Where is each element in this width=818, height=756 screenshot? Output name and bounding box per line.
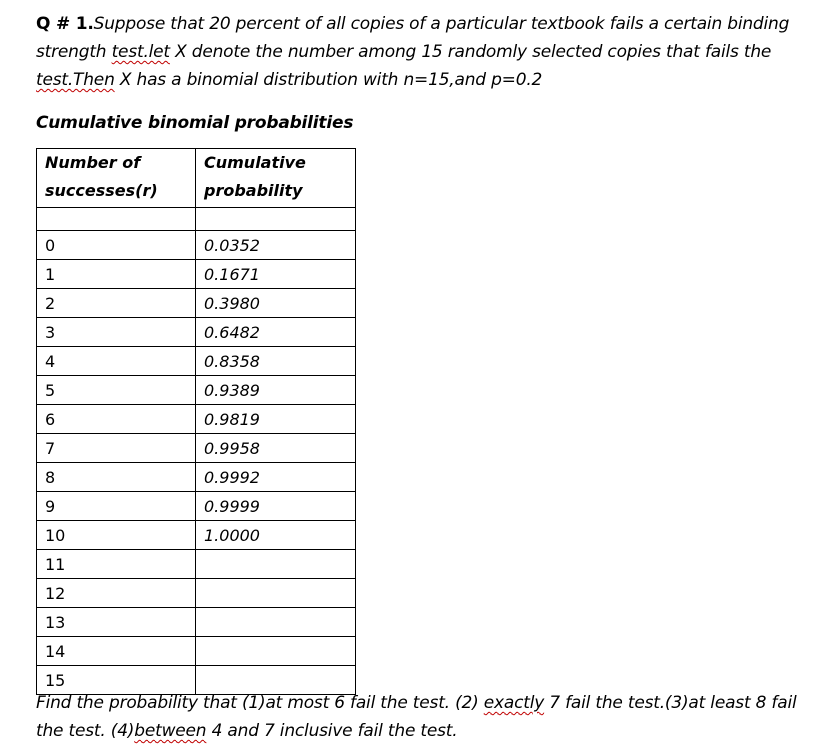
- successes-cell: 13: [37, 608, 196, 637]
- probability-cell: 0.6482: [196, 318, 356, 347]
- header-cumulative: [196, 149, 356, 208]
- instructions-paragraph: [36, 689, 811, 745]
- probability-cell: 0.9389: [196, 376, 356, 405]
- probability-cell: [196, 550, 356, 579]
- probability-cell: 0.9958: [196, 434, 356, 463]
- cumulative-probability-table: [36, 148, 356, 695]
- question-paragraph: [36, 10, 796, 94]
- successes-cell: 1: [37, 260, 196, 289]
- table-row: [37, 637, 356, 666]
- table-row: [37, 376, 356, 405]
- table-row: [37, 608, 356, 637]
- table-row: [37, 231, 356, 260]
- spellcheck-word-3[interactable]: exactly: [483, 693, 545, 713]
- probability-cell: 0.8358: [196, 347, 356, 376]
- table-row: [37, 463, 356, 492]
- successes-cell: 15: [37, 666, 196, 695]
- successes-cell: 2: [37, 289, 196, 318]
- probability-cell: 0.3980: [196, 289, 356, 318]
- successes-cell: 11: [37, 550, 196, 579]
- probability-cell: [196, 608, 356, 637]
- table-row: [37, 405, 356, 434]
- table-row: [37, 434, 356, 463]
- successes-cell: 8: [37, 463, 196, 492]
- probability-cell: 0.1671: [196, 260, 356, 289]
- final-text-3: 4 and 7 inclusive fail the test.: [206, 721, 458, 741]
- header-successes-line2: successes(r): [45, 181, 158, 200]
- question-label: Q # 1.: [36, 14, 94, 34]
- table-row: [37, 289, 356, 318]
- table-row: [37, 579, 356, 608]
- table-body: [37, 208, 356, 695]
- header-cumulative-line2: probability: [204, 181, 303, 200]
- final-text-1: Find the probability that (1)at most 6 fail the test. (2): [36, 693, 484, 713]
- question-text-3: X has a binomial distribution with n=15,and p=0.2: [114, 70, 543, 90]
- table-row: [37, 521, 356, 550]
- spacer-cell: [37, 208, 196, 231]
- probability-cell: 0.9999: [196, 492, 356, 521]
- probability-cell: 0.0352: [196, 231, 356, 260]
- header-successes: [37, 149, 196, 208]
- successes-cell: 6: [37, 405, 196, 434]
- probability-cell: 1.0000: [196, 521, 356, 550]
- probability-cell: 0.9992: [196, 463, 356, 492]
- successes-cell: 5: [37, 376, 196, 405]
- table-row: [37, 347, 356, 376]
- table-row: [37, 318, 356, 347]
- question-text-1: Suppose that 20 percent of all copies of a particular textbook fails a certain binding strength: [36, 14, 790, 62]
- table-row: [37, 550, 356, 579]
- table-spacer-row: [37, 208, 356, 231]
- table-header-row: [37, 149, 356, 208]
- table-row: [37, 492, 356, 521]
- successes-cell: 0: [37, 231, 196, 260]
- successes-cell: 3: [37, 318, 196, 347]
- successes-cell: 9: [37, 492, 196, 521]
- spacer-cell: [196, 208, 356, 231]
- successes-cell: 12: [37, 579, 196, 608]
- spellcheck-word-2[interactable]: test.Then: [36, 70, 115, 90]
- table-row: [37, 260, 356, 289]
- header-cumulative-line1: Cumulative: [204, 153, 306, 172]
- successes-cell: 4: [37, 347, 196, 376]
- question-text-2: X denote the number among 15 randomly selected copies that fails the: [169, 42, 772, 62]
- probability-cell: [196, 579, 356, 608]
- spellcheck-word-1[interactable]: test.let: [111, 42, 170, 62]
- probability-cell: 0.9819: [196, 405, 356, 434]
- successes-cell: 10: [37, 521, 196, 550]
- final-text-2: 7 fail the test.(3)at least 8 fail the test. (4): [36, 693, 797, 741]
- table-caption: Cumulative binomial probabilities: [36, 113, 354, 133]
- successes-cell: 14: [37, 637, 196, 666]
- header-successes-line1: Number of: [45, 153, 141, 172]
- successes-cell: 7: [37, 434, 196, 463]
- spellcheck-word-4[interactable]: between: [134, 721, 207, 741]
- probability-cell: [196, 637, 356, 666]
